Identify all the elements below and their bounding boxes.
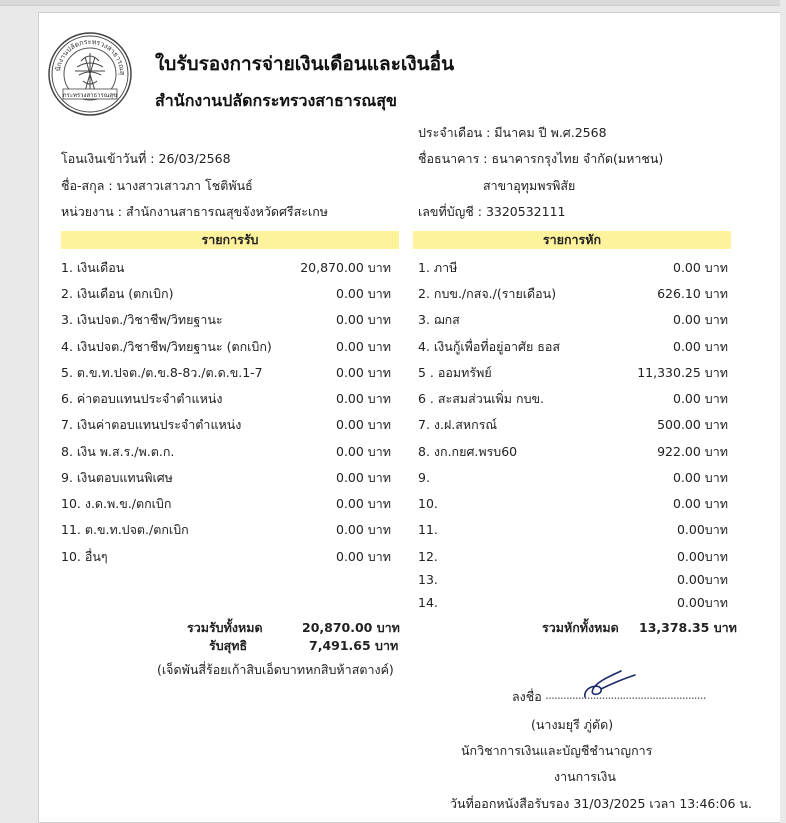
deduction-amount: 0.00 บาท — [673, 496, 728, 511]
income-row — [61, 417, 391, 433]
svg-text:สำนักงานปลัดกระทรวงสาธารณสุข: นักงานปลัดกระทรวงสาธารณสุ — [54, 37, 127, 76]
deduction-row — [418, 312, 728, 328]
deduction-amount: 0.00 บาท — [673, 391, 728, 406]
department: งานการเงิน — [554, 769, 616, 784]
deduction-row — [418, 417, 728, 433]
income-amount: 0.00 บาท — [336, 549, 391, 564]
deduction-amount: 0.00 บาท — [673, 470, 728, 485]
income-label: 7. เงินค่าตอบแทนประจำตำแหน่ง — [61, 417, 242, 432]
deduction-amount: 0.00บาท — [676, 572, 728, 587]
viewer-edge — [780, 0, 786, 823]
bank-name: ชื่อธนาคาร : ธนาคารกรุงไทย จำกัด(มหาชน) — [418, 151, 664, 166]
deduction-amount: 0.00 บาท — [673, 312, 728, 327]
income-amount: 0.00 บาท — [336, 444, 391, 459]
income-amount: 20,870.00 บาท — [300, 260, 391, 275]
deduction-amount: 0.00 บาท — [673, 260, 728, 275]
deduction-label: 1. ภาษี — [418, 260, 458, 275]
deduction-row — [418, 444, 728, 460]
deduction-label: 7. ง.ฝ.สหกรณ์ — [418, 417, 498, 432]
income-row — [61, 549, 391, 565]
deduction-label: 4. เงินกู้เพื่อที่อยู่อาศัย ธอส — [418, 339, 561, 354]
income-label: 10. ง.ด.พ.ข./ตกเบิก — [61, 496, 172, 511]
deduction-row — [418, 595, 728, 611]
deduction-amount: 0.00 บาท — [673, 339, 728, 354]
ministry-seal-logo — [47, 31, 133, 117]
deduction-amount: 500.00 บาท — [657, 417, 728, 432]
income-row — [61, 286, 391, 302]
deduction-amount: 0.00บาท — [676, 522, 728, 537]
deduction-label: 11. — [418, 522, 438, 537]
deduction-label: 2. กบข./กสจ./(รายเดือน) — [418, 286, 557, 301]
deduction-label: 3. ฌกส — [418, 312, 460, 327]
signature-line: ...................................................... — [545, 687, 706, 702]
income-amount: 0.00 บาท — [336, 522, 391, 537]
deduction-label: 13. — [418, 572, 438, 587]
bank-branch: สาขาอุทุมพรพิสัย — [483, 178, 576, 193]
employee-name: ชื่อ-สกุล : นางสาวเสาวภา โชติพันธ์ — [61, 178, 253, 193]
income-label: 6. ค่าตอบแทนประจำตำแหน่ง — [61, 391, 223, 406]
income-label: 5. ต.ข.ท.ปจต./ต.ข.8-8ว./ต.ด.ข.1-7 — [61, 365, 263, 380]
deduction-amount: 922.00 บาท — [657, 444, 728, 459]
net-pay-in-words: (เจ็ดพันสี่ร้อยเก้าสิบเอ็ดบาทหกสิบห้าสตางค์) — [157, 662, 394, 677]
svg-text:กระทรวงสาธารณสุข: กระทรวงสาธารณสุข — [62, 92, 118, 99]
income-row — [61, 339, 391, 355]
income-row — [61, 260, 391, 276]
deduction-row — [418, 522, 728, 538]
signer-name: (นางมยุรี ภู่ดัด) — [531, 717, 614, 732]
income-row — [61, 444, 391, 460]
income-total-amount: 20,870.00 บาท — [302, 620, 400, 635]
income-label: 8. เงิน พ.ส.ร./พ.ต.ก. — [61, 444, 175, 459]
handwritten-signature — [579, 667, 639, 701]
deduction-row — [418, 572, 728, 588]
income-amount: 0.00 บาท — [336, 312, 391, 327]
agency: หน่วยงาน : สำนักงานสาธารณสุขจังหวัดศรีสะเกษ — [61, 204, 329, 219]
income-total-label: รวมรับทั้งหมด — [187, 620, 263, 635]
signer-position: นักวิชาการเงินและบัญชีชำนาญการ — [461, 743, 653, 758]
deduction-amount: 11,330.25 บาท — [637, 365, 728, 380]
deduction-row — [418, 286, 728, 302]
deduction-row — [418, 339, 728, 355]
sign-label: ลงชื่อ — [512, 689, 542, 704]
pay-month: ประจำเดือน : มีนาคม ปี พ.ศ.2568 — [418, 125, 607, 140]
top-bar — [0, 0, 786, 6]
deduction-total-amount: 13,378.35 บาท — [639, 620, 737, 635]
income-amount: 0.00 บาท — [336, 339, 391, 354]
income-amount: 0.00 บาท — [336, 365, 391, 380]
deduction-row — [418, 549, 728, 565]
income-row — [61, 496, 391, 512]
account-number: เลขที่บัญชี : 3320532111 — [418, 204, 566, 219]
income-row — [61, 312, 391, 328]
income-label: 1. เงินเดือน — [61, 260, 125, 275]
income-label: 10. อื่นๆ — [61, 549, 108, 564]
deduction-row — [418, 470, 728, 486]
deduction-label: 6 . สะสมส่วนเพิ่ม กบข. — [418, 391, 545, 406]
income-label: 2. เงินเดือน (ตกเบิก) — [61, 286, 174, 301]
document-subtitle: สำนักงานปลัดกระทรวงสาธารณสุข — [155, 91, 397, 110]
deduction-total-label: รวมหักทั้งหมด — [542, 620, 619, 635]
income-amount: 0.00 บาท — [336, 286, 391, 301]
income-label: 11. ต.ข.ท.ปจต./ตกเบิก — [61, 522, 189, 537]
income-row — [61, 391, 391, 407]
income-label: 3. เงินปจต./วิชาชีพ/วิทยฐานะ — [61, 312, 223, 327]
income-amount: 0.00 บาท — [336, 391, 391, 406]
net-pay-amount: 7,491.65 บาท — [309, 638, 399, 653]
income-header: รายการรับ — [61, 231, 399, 249]
income-amount: 0.00 บาท — [336, 470, 391, 485]
deduction-row — [418, 365, 728, 381]
deduction-label: 8. งก.กยศ.พรบ60 — [418, 444, 518, 459]
deduction-amount: 626.10 บาท — [657, 286, 728, 301]
deduction-label: 12. — [418, 549, 438, 564]
income-row — [61, 365, 391, 381]
document-page — [38, 12, 785, 823]
deduction-row — [418, 260, 728, 276]
income-amount: 0.00 บาท — [336, 496, 391, 511]
document-title: ใบรับรองการจ่ายเงินเดือนและเงินอื่น — [155, 53, 455, 75]
income-label: 4. เงินปจต./วิชาชีพ/วิทยฐานะ (ตกเบิก) — [61, 339, 272, 354]
deduction-label: 10. — [418, 496, 438, 511]
deduction-row — [418, 391, 728, 407]
income-label: 9. เงินตอบแทนพิเศษ — [61, 470, 173, 485]
issue-datetime: วันที่ออกหนังสือรับรอง 31/03/2025 เวลา 13:46:06 น. — [450, 796, 752, 811]
deduction-label: 9. — [418, 470, 430, 485]
deduction-header: รายการหัก — [413, 231, 731, 249]
transfer-date: โอนเงินเข้าวันที่ : 26/03/2568 — [61, 151, 231, 166]
income-amount: 0.00 บาท — [336, 417, 391, 432]
income-row — [61, 522, 391, 538]
deduction-amount: 0.00บาท — [676, 595, 728, 610]
deduction-row — [418, 496, 728, 512]
income-row — [61, 470, 391, 486]
deduction-label: 5 . ออมทรัพย์ — [418, 365, 492, 380]
net-pay-label: รับสุทธิ — [209, 638, 248, 653]
deduction-amount: 0.00บาท — [676, 549, 728, 564]
deduction-label: 14. — [418, 595, 438, 610]
